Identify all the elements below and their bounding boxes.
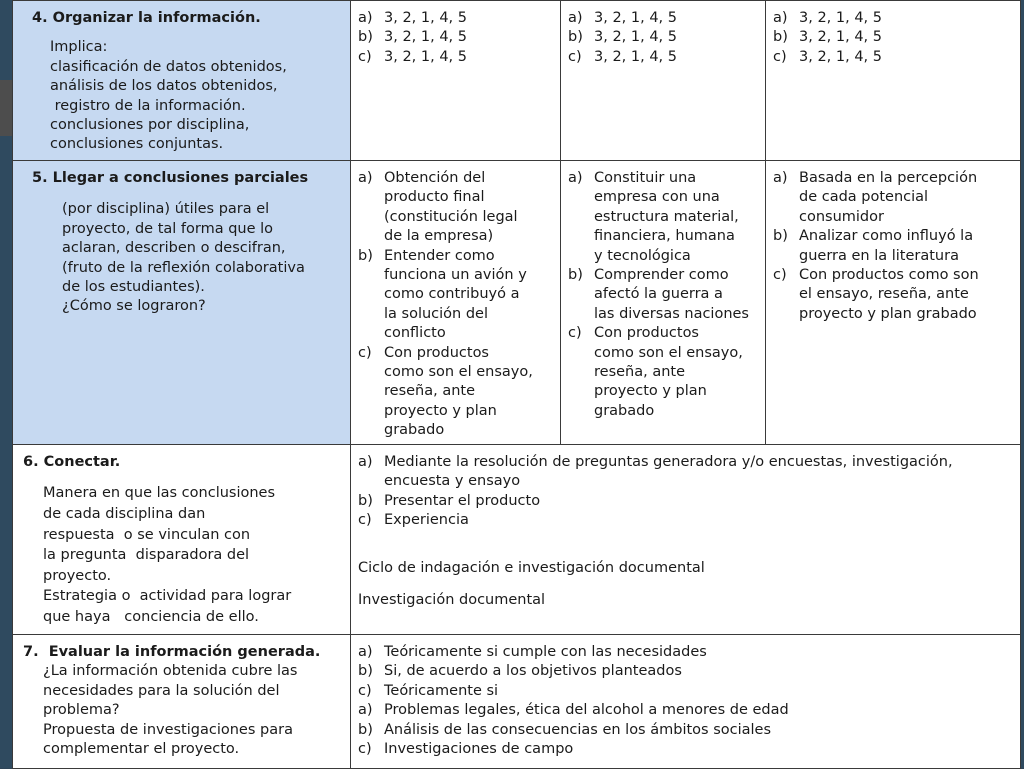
option-item <box>773 266 1020 324</box>
option-letter: a) <box>773 10 788 26</box>
option-item <box>358 28 560 47</box>
answer-cell-column-1 <box>351 1 561 161</box>
answer-cell-column-3 <box>766 161 1021 445</box>
option-text-line: reseña, ante <box>384 383 476 400</box>
answer-cell-evaluar <box>351 635 1021 769</box>
note-indagacion: Ciclo de indagación e investigación documental <box>358 559 705 576</box>
option-letter: c) <box>358 512 372 529</box>
option-text-line: Investigaciones de campo <box>384 741 574 758</box>
option-text-line: afectó la guerra a <box>594 286 723 303</box>
option-item <box>568 266 765 324</box>
option-text <box>799 266 1020 324</box>
description-line: necesidades para la solución del <box>43 682 280 699</box>
option-item <box>358 740 1020 759</box>
option-letter: a) <box>568 170 583 186</box>
option-text <box>384 9 560 28</box>
description-line: proyecto, de tal forma que lo <box>62 220 274 237</box>
description-line: de los estudiantes). <box>62 279 205 296</box>
option-text-line: Mediante la resolución de preguntas generadora y/o encuestas, investigación, <box>384 454 953 470</box>
option-text-line: 3, 2, 1, 4, 5 <box>799 48 882 65</box>
option-text-line: empresa con una <box>594 189 720 206</box>
option-text <box>799 28 1020 47</box>
option-item <box>358 682 1020 701</box>
option-item <box>773 28 1020 47</box>
option-letter: a) <box>358 702 373 719</box>
option-letter: a) <box>358 644 373 660</box>
option-text <box>594 48 765 67</box>
option-item <box>773 9 1020 28</box>
step-heading: 7. Evaluar la información generada. <box>23 644 321 660</box>
description-line: Implica: <box>50 39 108 56</box>
option-text <box>799 9 1020 28</box>
project-table <box>12 0 1021 769</box>
option-text-line: Con productos <box>594 325 699 342</box>
description-line: respuesta o se vinculan con <box>43 526 251 543</box>
step-cell-organizar <box>13 1 351 161</box>
answer-cell-conectar <box>351 445 1021 635</box>
description-line: aclaran, describen o descifran, <box>62 240 286 257</box>
option-text-line: consumidor <box>799 208 884 225</box>
description-line: ¿Cómo se lograron? <box>62 298 206 315</box>
option-text <box>384 169 560 247</box>
option-letter: c) <box>773 48 787 65</box>
step-cell-conclusiones <box>13 161 351 445</box>
option-letter: c) <box>358 344 372 361</box>
option-letter: c) <box>568 325 582 342</box>
description-line: problema? <box>43 702 120 719</box>
option-letter: b) <box>773 29 788 46</box>
option-item <box>773 227 1020 266</box>
answer-cell-column-3 <box>766 1 1021 161</box>
step-description <box>62 200 350 316</box>
option-text <box>384 247 560 344</box>
option-item <box>358 48 560 67</box>
option-text-line: 3, 2, 1, 4, 5 <box>384 48 467 65</box>
step-description <box>43 662 350 759</box>
option-text-line: encuesta y ensayo <box>384 473 521 490</box>
option-text-line: las diversas naciones <box>594 305 749 322</box>
option-text-line: como son el ensayo, <box>594 344 743 361</box>
option-text <box>799 227 1020 266</box>
option-item <box>358 344 560 441</box>
option-text-line: Con productos <box>384 344 489 361</box>
option-item <box>358 9 560 28</box>
option-text-line: Análisis de las consecuencias en los ámbitos sociales <box>384 721 772 738</box>
description-line: Propuesta de investigaciones para <box>43 721 293 738</box>
option-text-line: Presentar el producto <box>384 492 541 509</box>
option-item <box>358 511 1020 530</box>
option-text <box>384 643 1020 662</box>
option-text <box>594 324 765 421</box>
option-text <box>384 740 1020 759</box>
description-line: proyecto. <box>43 567 112 584</box>
option-text <box>594 28 765 47</box>
description-line: ¿La información obtenida cubre las <box>43 663 298 680</box>
description-line: (por disciplina) útiles para el <box>62 201 270 218</box>
option-list <box>568 9 765 67</box>
table-row-conclusiones <box>13 161 1021 445</box>
option-text-line: Teóricamente si <box>384 682 499 699</box>
option-item <box>358 701 1020 720</box>
step-description <box>43 483 350 627</box>
step-cell-conectar <box>13 445 351 635</box>
option-text-line: conflicto <box>384 325 446 342</box>
option-text-line: Si, de acuerdo a los objetivos planteados <box>384 663 682 680</box>
option-text-line: reseña, ante <box>594 364 686 381</box>
description-line: conclusiones conjuntas. <box>50 136 224 153</box>
option-text-line: financiera, humana <box>594 228 735 245</box>
option-text-line: Comprender como <box>594 267 729 284</box>
option-text-line: 3, 2, 1, 4, 5 <box>594 10 677 26</box>
option-text-line: 3, 2, 1, 4, 5 <box>799 10 882 26</box>
option-text <box>384 344 560 441</box>
option-text <box>594 9 765 28</box>
description-line: Estrategia o actividad para lograr <box>43 588 292 605</box>
option-letter: b) <box>568 29 583 46</box>
option-letter: c) <box>358 48 372 65</box>
option-letter: b) <box>358 492 373 509</box>
option-text <box>799 48 1020 67</box>
slide-edge-mark <box>0 80 12 136</box>
description-line: Manera en que las conclusiones <box>43 485 276 502</box>
option-item <box>358 492 1020 511</box>
option-text-line: y tecnológica <box>594 247 691 264</box>
option-item <box>568 48 765 67</box>
option-text-line: Analizar como influyó la <box>799 228 974 245</box>
option-text <box>594 266 765 324</box>
option-item <box>358 453 1020 492</box>
option-text-line: proyecto y plan grabado <box>799 305 977 322</box>
option-text-line: Teóricamente si cumple con las necesidades <box>384 644 707 660</box>
step-description <box>50 38 350 154</box>
option-list <box>358 9 560 67</box>
step-heading: 5. Llegar a conclusiones parciales <box>32 170 309 186</box>
option-text <box>384 721 1020 740</box>
option-text-line: Con productos como son <box>799 267 979 284</box>
option-text-line: Problemas legales, ética del alcohol a menores de edad <box>384 702 789 719</box>
note-investigacion: Investigación documental <box>358 592 546 609</box>
description-line: (fruto de la reflexión colaborativa <box>62 259 305 276</box>
option-list <box>773 169 1020 324</box>
table-row-organizar <box>13 1 1021 161</box>
option-letter: a) <box>358 170 373 186</box>
option-letter: a) <box>773 170 788 186</box>
option-text-line: de cada potencial <box>799 189 929 206</box>
option-text <box>384 682 1020 701</box>
option-text-line: 3, 2, 1, 4, 5 <box>384 10 467 26</box>
description-line: análisis de los datos obtenidos, <box>50 78 278 95</box>
step-heading: 6. Conectar. <box>23 454 121 470</box>
option-text <box>384 28 560 47</box>
option-text-line: estructura material, <box>594 208 739 225</box>
option-letter: b) <box>358 721 373 738</box>
option-text-line: de la empresa) <box>384 228 494 245</box>
option-item <box>568 9 765 28</box>
option-text-line: grabado <box>384 422 445 439</box>
step-cell-evaluar <box>13 635 351 769</box>
option-text-line: 3, 2, 1, 4, 5 <box>594 48 677 65</box>
option-text-line: proyecto y plan <box>384 402 497 419</box>
option-text-line: el ensayo, reseña, ante <box>799 286 969 303</box>
option-text <box>799 169 1020 227</box>
step-heading: 4. Organizar la información. <box>32 10 261 26</box>
option-letter: b) <box>568 267 583 284</box>
option-item <box>358 662 1020 681</box>
option-text <box>594 169 765 266</box>
answer-cell-column-2 <box>561 161 766 445</box>
option-item <box>568 324 765 421</box>
table-row-conectar <box>13 445 1021 635</box>
option-letter: c) <box>358 741 372 758</box>
description-line: de cada disciplina dan <box>43 506 206 522</box>
option-text-line: 3, 2, 1, 4, 5 <box>799 29 882 46</box>
option-letter: b) <box>358 29 373 46</box>
description-line: conclusiones por disciplina, <box>50 117 250 134</box>
option-text-line: 3, 2, 1, 4, 5 <box>594 29 677 46</box>
option-list <box>358 643 1020 759</box>
description-line: complementar el proyecto. <box>43 741 240 758</box>
option-list <box>358 169 560 441</box>
option-text-line: Experiencia <box>384 512 469 529</box>
option-text-line: Entender como <box>384 247 495 264</box>
option-letter: b) <box>773 228 788 245</box>
option-text-line: Constituir una <box>594 170 697 186</box>
option-list <box>358 453 1020 531</box>
description-line: clasificación de datos obtenidos, <box>50 58 287 75</box>
option-letter: c) <box>773 267 787 284</box>
option-text-line: la solución del <box>384 305 488 322</box>
description-line: que haya conciencia de ello. <box>43 608 259 625</box>
description-line: registro de la información. <box>50 97 246 114</box>
option-item <box>568 169 765 266</box>
option-letter: b) <box>358 247 373 264</box>
option-text-line: como contribuyó a <box>384 286 520 303</box>
answer-cell-column-2 <box>561 1 766 161</box>
option-text-line: 3, 2, 1, 4, 5 <box>384 29 467 46</box>
option-text <box>384 492 1020 511</box>
option-text-line: (constitución legal <box>384 208 518 225</box>
option-letter: c) <box>568 48 582 65</box>
option-text <box>384 453 1020 492</box>
option-text-line: grabado <box>594 402 655 419</box>
description-line: la pregunta disparadora del <box>43 547 250 564</box>
option-text-line: producto final <box>384 189 485 206</box>
option-list <box>773 9 1020 67</box>
answer-cell-column-1 <box>351 161 561 445</box>
option-text-line: Basada en la percepción <box>799 170 978 186</box>
option-list <box>568 169 765 421</box>
option-item <box>358 643 1020 662</box>
option-text-line: proyecto y plan <box>594 383 707 400</box>
option-letter: a) <box>568 10 583 26</box>
option-text-line: guerra en la literatura <box>799 247 959 264</box>
option-item <box>358 721 1020 740</box>
option-item <box>358 247 560 344</box>
option-item <box>773 169 1020 227</box>
option-item <box>773 48 1020 67</box>
option-letter: b) <box>358 663 373 680</box>
option-text-line: como son el ensayo, <box>384 364 533 381</box>
table-row-evaluar <box>13 635 1021 769</box>
option-letter: a) <box>358 10 373 26</box>
option-text <box>384 662 1020 681</box>
option-text <box>384 511 1020 530</box>
option-text-line: funciona un avión y <box>384 267 527 284</box>
option-letter: a) <box>358 454 373 470</box>
option-text <box>384 701 1020 720</box>
option-text-line: Obtención del <box>384 170 486 186</box>
option-letter: c) <box>358 682 372 699</box>
option-item <box>568 28 765 47</box>
option-item <box>358 169 560 247</box>
option-text <box>384 48 560 67</box>
